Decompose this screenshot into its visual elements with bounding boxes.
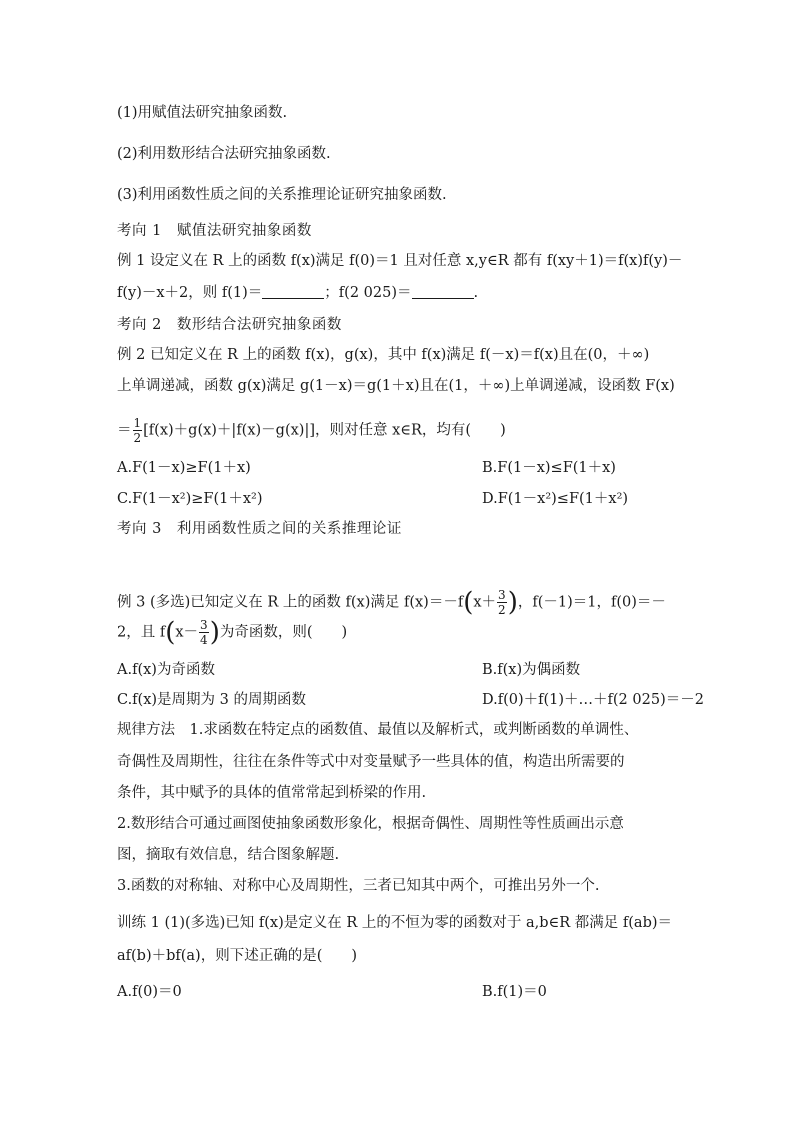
direction-1-heading: 考向 1 赋值法研究抽象函数 bbox=[117, 223, 312, 239]
training-1-line-2: af(b)＋bf(a)，则下述正确的是( ) bbox=[117, 948, 358, 964]
example-2-line-2: 上单调递减，函数 g(x)满足 g(1－x)＝g(1＋x)且在(1，＋∞)上单调递减，设函数 F(x) bbox=[117, 378, 675, 394]
training-1-option-b: B.f(1)＝0 bbox=[482, 984, 547, 1000]
direction-3-heading: 考向 3 利用函数性质之间的关系推理论证 bbox=[117, 521, 402, 537]
example-2-expression: [f(x)＋g(x)＋|f(x)－g(x)|]，则对任意 x∈R，均有( ) bbox=[143, 422, 506, 439]
example-2-option-a: A.F(1－x)≥F(1＋x) bbox=[117, 460, 251, 476]
example-3-text-a: 例 3 (多选)已知定义在 R 上的函数 f(x)满足 f(x)＝－f bbox=[117, 594, 464, 611]
training-1-options-row-1 bbox=[117, 982, 547, 1002]
example-1-line-1: 例 1 设定义在 R 上的函数 f(x)满足 f(0)＝1 且对任意 x,y∈R 都有 f(xy＋1)＝f(x)f(y)－ bbox=[117, 253, 683, 269]
paren-open: ( bbox=[165, 617, 176, 648]
direction-2-heading: 考向 2 数形结合法研究抽象函数 bbox=[117, 317, 342, 333]
example-3-inner-1: x＋ bbox=[473, 594, 497, 611]
example-3-text-d: 2，且 f bbox=[117, 624, 166, 641]
intro-item-3: (3)利用函数性质之间的关系推理论证研究抽象函数. bbox=[117, 187, 447, 203]
example-2-equals: ＝ bbox=[117, 422, 132, 439]
method-line-4: 2.数形结合可通过画图使抽象函数形象化，根据奇偶性、周期性等性质画出示意 bbox=[117, 816, 624, 832]
example-2-options-row-1 bbox=[117, 458, 616, 478]
fraction-denominator: 4 bbox=[200, 633, 208, 647]
example-2-option-d: D.F(1－x²)≤F(1＋x²) bbox=[482, 491, 629, 507]
example-2-options-row-2 bbox=[117, 489, 629, 509]
example-2-line-3 bbox=[117, 416, 506, 445]
paren-close: ) bbox=[507, 587, 518, 618]
method-line-3: 条件，其中赋予的具体的值常常起到桥梁的作用. bbox=[117, 785, 427, 801]
fraction-three-halves bbox=[497, 588, 507, 617]
example-1-text-a: f(y)－x＋2，则 f(1)＝ bbox=[117, 285, 263, 301]
example-3-line-1 bbox=[117, 588, 666, 617]
fraction-denominator: 2 bbox=[498, 603, 506, 617]
example-3-option-c: C.f(x)是周期为 3 的周期函数 bbox=[117, 692, 306, 708]
example-3-inner-2: x－ bbox=[175, 624, 199, 641]
example-2-line-1: 例 2 已知定义在 R 上的函数 f(x)，g(x)，其中 f(x)满足 f(－x)＝f(x)且在(0，＋∞) bbox=[117, 347, 650, 363]
intro-item-1: (1)用赋值法研究抽象函数. bbox=[117, 105, 288, 121]
paren-open: ( bbox=[463, 587, 474, 618]
paren-close: ) bbox=[209, 617, 220, 648]
example-2-option-b: B.F(1－x)≤F(1＋x) bbox=[482, 460, 616, 476]
example-3-option-d: D.f(0)＋f(1)＋…＋f(2 025)＝－2 bbox=[482, 692, 704, 708]
method-line-6: 3.函数的对称轴、对称中心及周期性，三者已知其中两个，可推出另外一个. bbox=[117, 878, 600, 894]
intro-item-2: (2)利用数形结合法研究抽象函数. bbox=[117, 146, 331, 162]
example-3-option-b: B.f(x)为偶函数 bbox=[482, 662, 581, 678]
fraction-one-half bbox=[133, 416, 143, 445]
fraction-numerator: 3 bbox=[200, 618, 208, 632]
fraction-three-quarters bbox=[199, 618, 209, 647]
example-3-text-c: ，f(－1)＝1，f(0)＝－ bbox=[517, 594, 666, 611]
example-3-options-row-1 bbox=[117, 660, 581, 680]
answer-blank-2[interactable] bbox=[412, 284, 474, 299]
example-1-text-b: ；f(2 025)＝ bbox=[324, 285, 412, 301]
fraction-numerator: 3 bbox=[498, 588, 506, 602]
method-line-2: 奇偶性及周期性，往往在条件等式中对变量赋予一些具体的值，构造出所需要的 bbox=[117, 754, 625, 770]
fraction-numerator: 1 bbox=[133, 416, 142, 430]
method-line-5: 图，摘取有效信息，结合图象解题. bbox=[117, 847, 340, 863]
answer-blank-1[interactable] bbox=[262, 284, 324, 299]
example-3-options-row-2 bbox=[117, 690, 704, 710]
example-3-line-2 bbox=[117, 618, 347, 647]
example-3-text-e: 为奇函数，则( ) bbox=[219, 624, 348, 641]
fraction-denominator: 2 bbox=[133, 431, 142, 445]
method-line-1: 规律方法 1.求函数在特定点的函数值、最值以及解析式，或判断函数的单调性、 bbox=[117, 722, 639, 738]
example-2-option-c: C.F(1－x²)≥F(1＋x²) bbox=[117, 491, 263, 507]
example-3-option-a: A.f(x)为奇函数 bbox=[117, 662, 215, 678]
example-1-line-2 bbox=[117, 283, 478, 303]
training-1-line-1: 训练 1 (1)(多选)已知 f(x)是定义在 R 上的不恒为零的函数对于 a,b∈R 都满足 f(ab)＝ bbox=[117, 915, 673, 931]
training-1-option-a: A.f(0)＝0 bbox=[117, 984, 182, 1000]
example-1-text-c: . bbox=[473, 285, 479, 301]
